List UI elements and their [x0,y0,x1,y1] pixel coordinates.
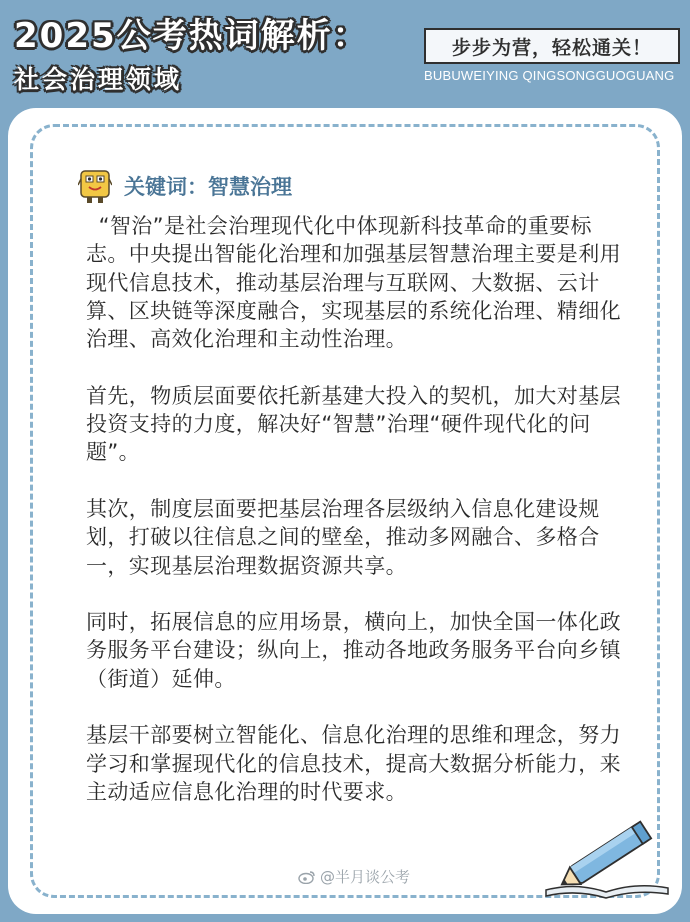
header [0,0,690,108]
page-subtitle: 社会治理领域 [14,65,183,94]
paragraph: 其次，制度层面要把基层治理各层级纳入信息化建设规划，打破以往信息之间的壁垒，推动多网融合、多格合一，实现基层治理数据资源共享。 [86,496,600,578]
slogan-badge: 步步为营，轻松通关！ [424,28,680,64]
content-card [8,108,682,914]
paragraph: “智治”是社会治理现代化中体现新科技革命的重要标志。中央提出智能化治理和加强基层智慧治理主要是利用现代信息技术，推动基层治理与互联网、大数据、云计算、区块链等深度融合，实现基层的系统化治理、精细化治理、高效化治理和主动性治理。 [86,214,621,352]
keyword-label: 关键词：智慧治理 [124,175,292,199]
pen-and-book-icon [536,812,676,902]
watermark [298,866,410,887]
page-title: 2025公考热词解析： [14,16,369,56]
slogan-pinyin: BUBUWEIYING QINGSONGGUOGUANG [424,68,675,83]
watermark-text: @半月谈公考 [320,868,411,886]
article-body [86,212,626,806]
paragraph: 同时，拓展信息的应用场景，横向上，加快全国一体化政务服务平台建设；纵向上，推动各地政务服务平台向乡镇（街道）延伸。 [86,610,621,691]
mascot-icon [78,167,112,205]
keyword-heading [78,166,292,206]
paragraph: 基层干部要树立智能化、信息化治理的思维和理念，努力学习和掌握现代化的信息技术，提高大数据分析能力，来主动适应信息化治理的时代要求。 [86,723,621,804]
paragraph: 首先，物质层面要依托新基建大投入的契机，加大对基层投资支持的力度，解决好“智慧”治理“硬件现代化的问题”。 [86,383,621,465]
weibo-icon [298,870,316,884]
